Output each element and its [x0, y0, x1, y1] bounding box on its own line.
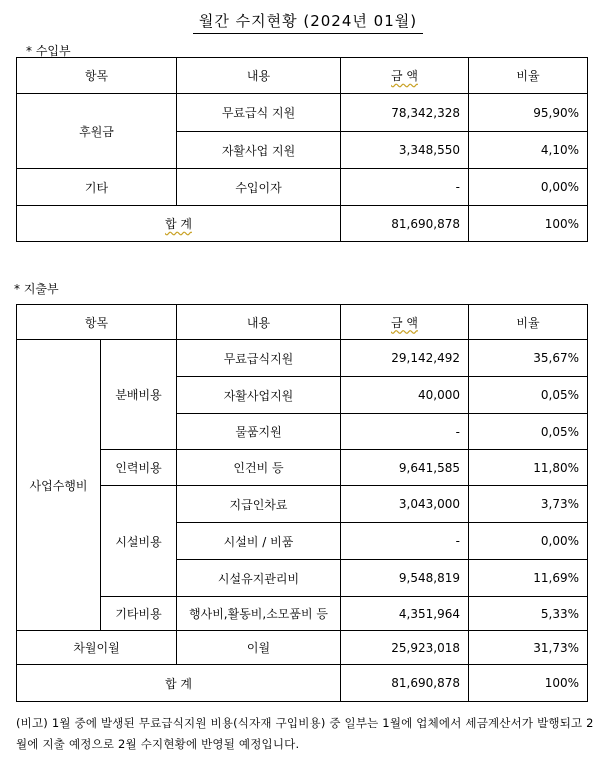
expense-group-etc: 기타비용 [101, 597, 177, 631]
table-row [17, 486, 588, 523]
income-header-item: 항목 [17, 58, 177, 94]
income-group-etc: 기타 [17, 169, 177, 206]
expense-table [16, 304, 588, 702]
cell-amount: - [341, 414, 469, 450]
table-row [17, 631, 588, 665]
cell-content: 이월 [177, 631, 341, 665]
table-row [17, 169, 588, 206]
cell-ratio: 0,00% [469, 169, 588, 206]
expense-category: 사업수행비 [17, 340, 101, 631]
cell-ratio: 4,10% [469, 132, 588, 169]
cell-content: 무료급식 지원 [177, 94, 341, 132]
table-row [17, 450, 588, 486]
expense-total-row [17, 665, 588, 702]
income-header-row [17, 58, 588, 94]
cell-content: 지급인차료 [177, 486, 341, 523]
cell-ratio: 31,73% [469, 631, 588, 665]
income-section-label: * 수입부 [26, 44, 71, 58]
cell-content: 행사비,활동비,소모품비 등 [177, 597, 341, 631]
cell-content: 수입이자 [177, 169, 341, 206]
table-row [17, 597, 588, 631]
expense-group-labor: 인력비용 [101, 450, 177, 486]
cell-content: 시설비 / 비품 [177, 523, 341, 560]
income-total-ratio: 100% [469, 206, 588, 242]
page-title: 월간 수지현황 (2024년 01월) [0, 10, 616, 34]
cell-amount: - [341, 523, 469, 560]
cell-amount: 25,923,018 [341, 631, 469, 665]
table-row [17, 340, 588, 377]
cell-ratio: 11,80% [469, 450, 588, 486]
expense-header-item: 항목 [17, 305, 177, 340]
expense-section-label: * 지출부 [14, 282, 59, 296]
income-total-row [17, 206, 588, 242]
cell-amount: 3,348,550 [341, 132, 469, 169]
cell-content: 무료급식지원 [177, 340, 341, 377]
expense-header-amount: 금 액 [341, 305, 469, 340]
income-table [16, 57, 588, 242]
cell-content: 자활사업 지원 [177, 132, 341, 169]
expense-header-row [17, 305, 588, 340]
cell-amount: 4,351,964 [341, 597, 469, 631]
income-total-label: 합 계 [17, 206, 341, 242]
income-header-ratio: 비율 [469, 58, 588, 94]
income-header-content: 내용 [177, 58, 341, 94]
cell-content: 자활사업지원 [177, 377, 341, 414]
cell-amount: 78,342,328 [341, 94, 469, 132]
cell-ratio: 0,05% [469, 377, 588, 414]
expense-group-distribution: 분배비용 [101, 340, 177, 450]
cell-ratio: 95,90% [469, 94, 588, 132]
cell-ratio: 11,69% [469, 560, 588, 597]
footnote: (비고) 1월 중에 발생된 무료급식지원 비용(식자재 구입비용) 중 일부는 1월에 업체에서 세금계산서가 발행되고 2월에 지출 예정으로 2월 수지현황에 반영될 예정입니다. [16, 716, 594, 751]
expense-total-amount: 81,690,878 [341, 665, 469, 702]
table-row [17, 94, 588, 132]
expense-carryover-label: 차월이월 [17, 631, 177, 665]
cell-ratio: 0,05% [469, 414, 588, 450]
expense-header-ratio: 비율 [469, 305, 588, 340]
cell-ratio: 35,67% [469, 340, 588, 377]
expense-header-content: 내용 [177, 305, 341, 340]
cell-amount: 9,548,819 [341, 560, 469, 597]
cell-ratio: 3,73% [469, 486, 588, 523]
cell-amount: 40,000 [341, 377, 469, 414]
expense-total-ratio: 100% [469, 665, 588, 702]
cell-content: 물품지원 [177, 414, 341, 450]
cell-content: 인건비 등 [177, 450, 341, 486]
cell-amount: 3,043,000 [341, 486, 469, 523]
cell-amount: 9,641,585 [341, 450, 469, 486]
income-group-donation: 후원금 [17, 94, 177, 169]
expense-total-label: 합 계 [17, 665, 341, 702]
cell-content: 시설유지관리비 [177, 560, 341, 597]
cell-ratio: 0,00% [469, 523, 588, 560]
cell-amount: - [341, 169, 469, 206]
income-header-amount: 금 액 [341, 58, 469, 94]
cell-amount: 29,142,492 [341, 340, 469, 377]
income-total-amount: 81,690,878 [341, 206, 469, 242]
expense-group-facility: 시설비용 [101, 486, 177, 597]
cell-ratio: 5,33% [469, 597, 588, 631]
